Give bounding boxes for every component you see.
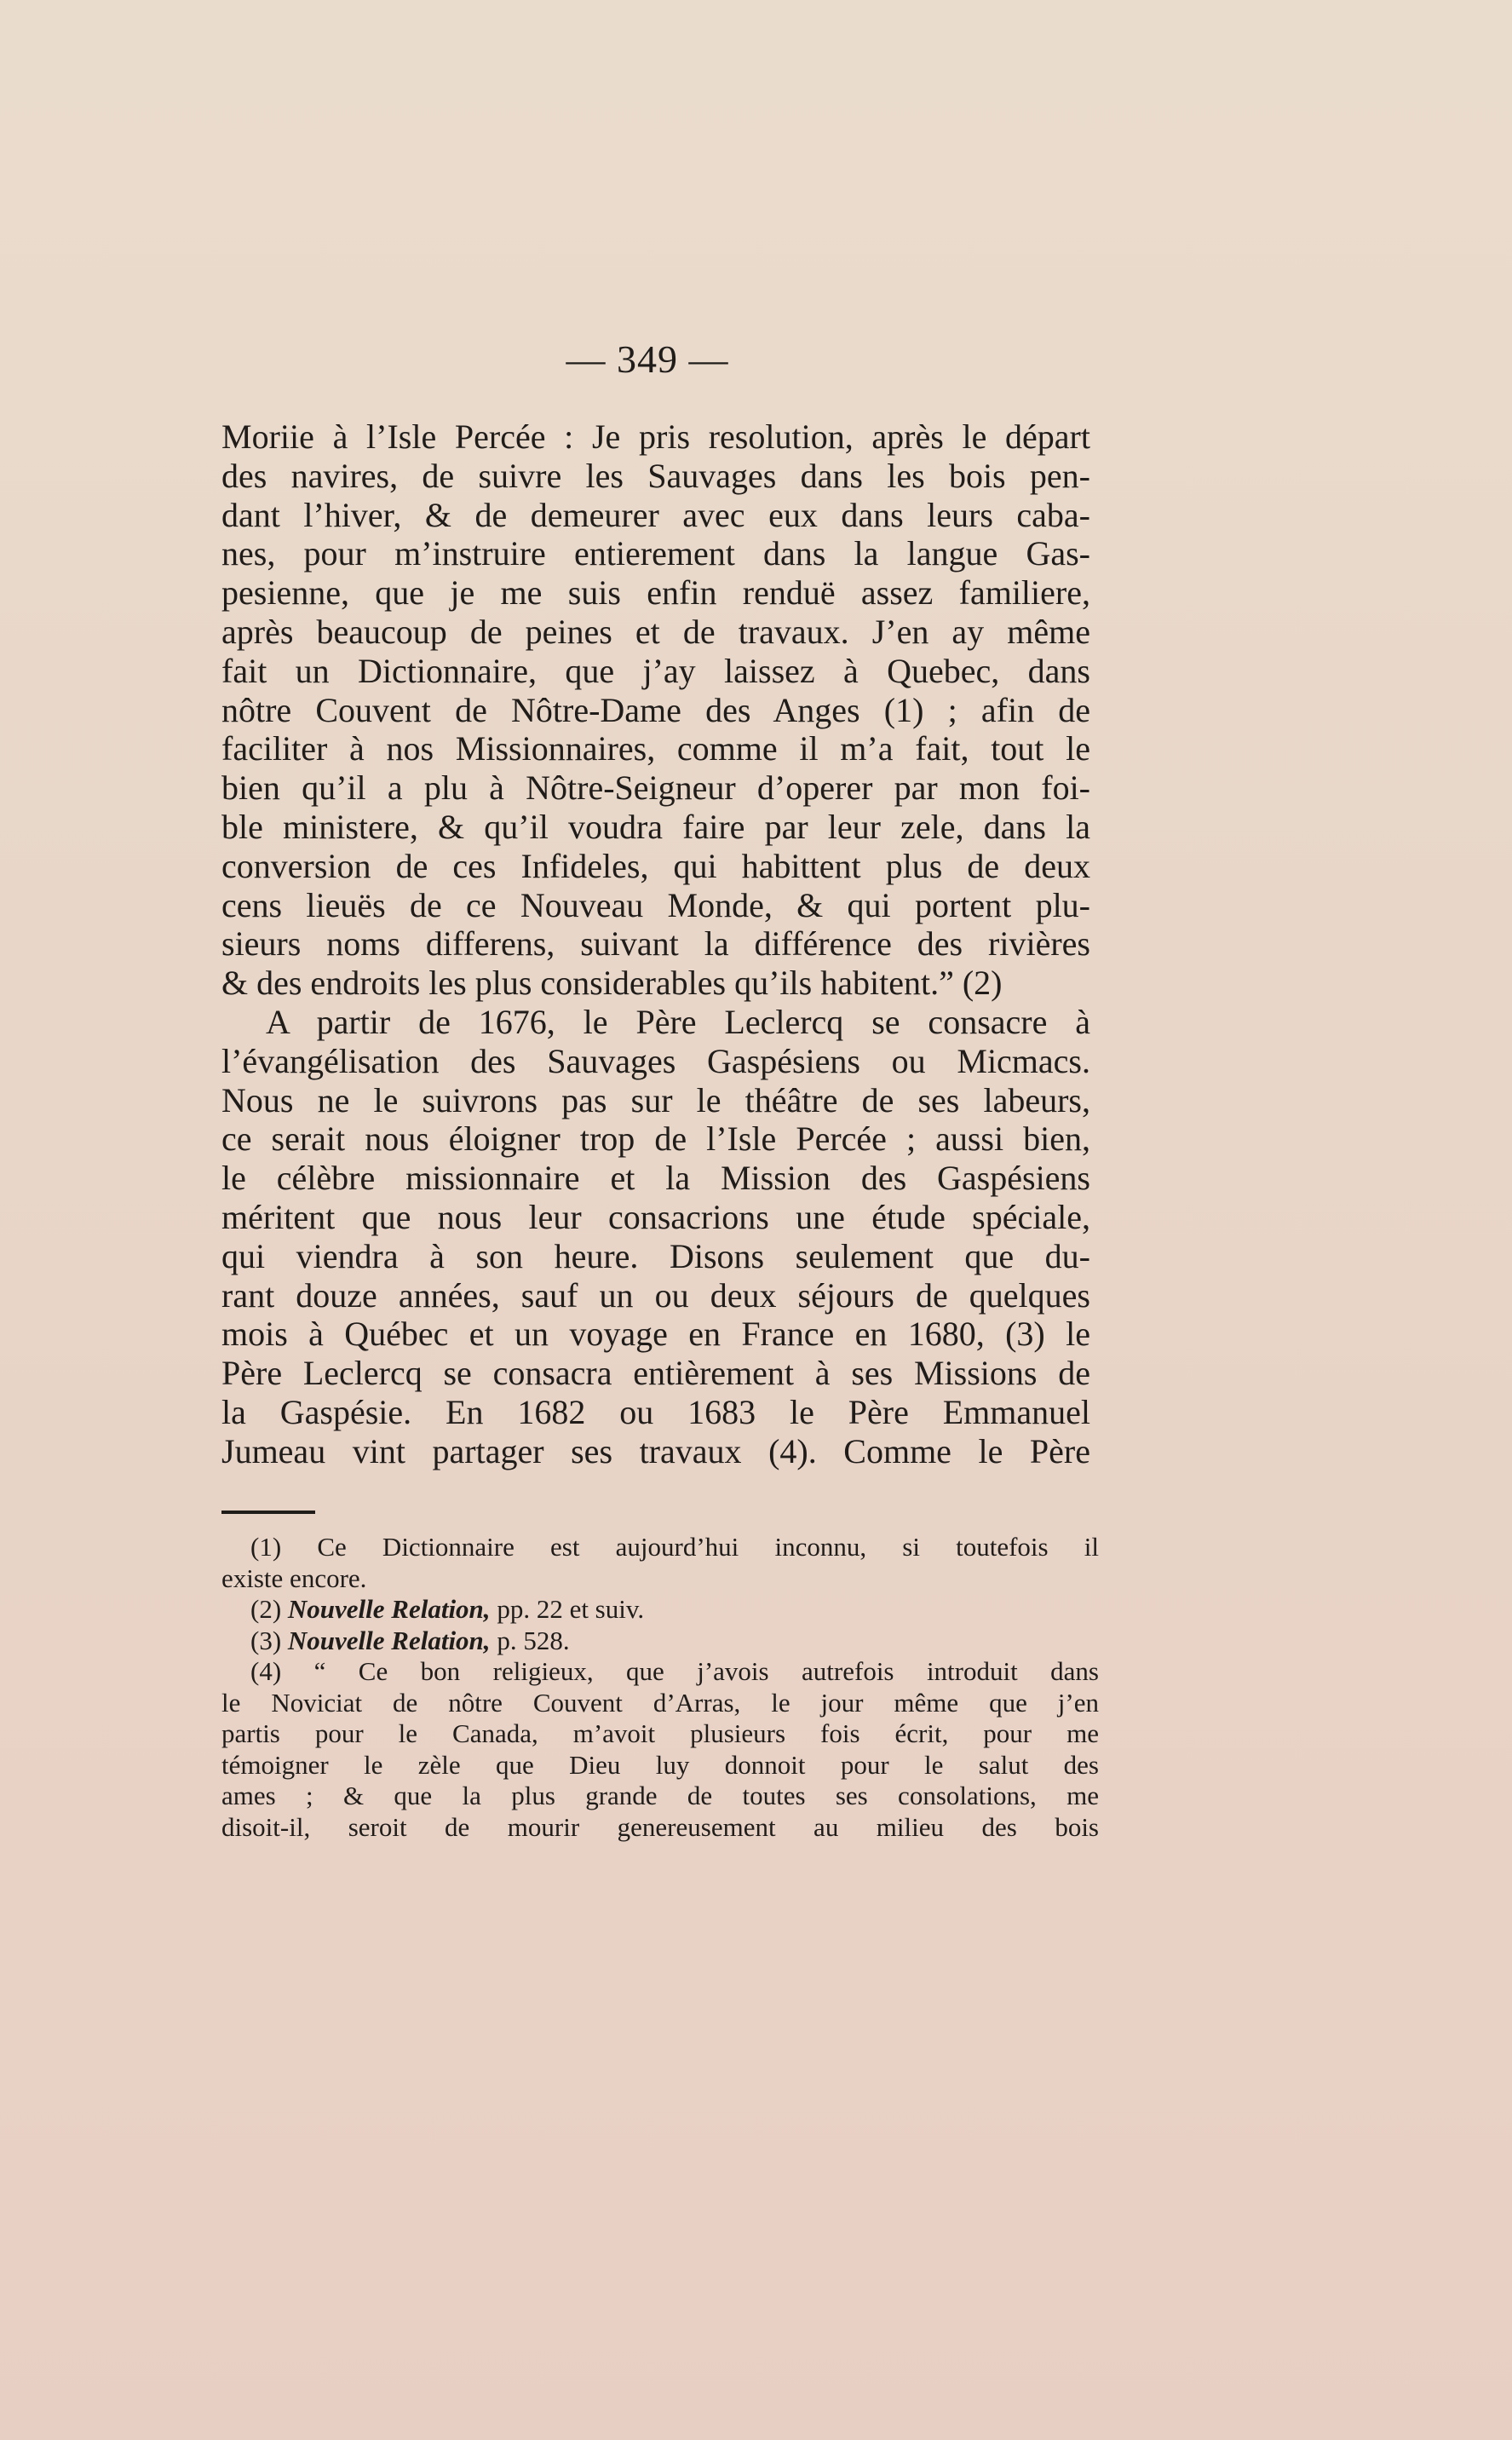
footnote-2-pages: pp. 22 et suiv. (490, 1594, 645, 1624)
footnote-1-line: existe encore. (221, 1562, 367, 1593)
body-line: ble ministere, & qu’il voudra faire par leur zele, dans la (221, 807, 1090, 846)
footnote-rule (221, 1511, 315, 1514)
body-line: qui viendra à son heure. Disons seulement que du- (221, 1236, 1090, 1275)
footnote-3-number: (3) (250, 1625, 288, 1655)
body-line: & des endroits les plus considerables qu’ils habitent.” (2) (221, 964, 1003, 1003)
footnote-2-title: Nouvelle Relation, (287, 1594, 491, 1624)
body-line: méritent que nous leur consacrions une étude spéciale, (221, 1197, 1090, 1236)
body-line: mois à Québec et un voyage en France en 1680, (3) le (221, 1315, 1090, 1354)
body-line: sieurs noms differens, suivant la différence des rivières (221, 924, 1090, 964)
body-line: ce serait nous éloigner trop de l’Isle Percée ; aussi bien, (221, 1119, 1090, 1159)
body-line: nes, pour m’instruire entierement dans la langue Gas- (221, 534, 1090, 573)
body-line: dant l’hiver, & de demeurer avec eux dans leurs caba- (221, 495, 1090, 534)
body-line: fait un Dictionnaire, que j’ay laissez à Quebec, dans (221, 651, 1090, 690)
footnote-3-pages: p. 528. (490, 1625, 570, 1655)
footnote-1-line: (1) Ce Dictionnaire est aujourd’hui inconnu, si toutefois il (250, 1532, 1099, 1562)
body-line: des navires, de suivre les Sauvages dans les bois pen- (221, 456, 1090, 495)
body-line: rant douze années, sauf un ou deux séjours de quelques (221, 1275, 1090, 1315)
footnote-3 (221, 1626, 1099, 1657)
body-line: le célèbre missionnaire et la Mission des Gaspésiens (221, 1159, 1090, 1198)
body-text (221, 417, 1090, 1471)
body-line: Père Leclercq se consacra entièrement à ses Missions de (221, 1354, 1090, 1393)
body-line: Moriie à l’Isle Percée : Je pris resolution, après le départ (221, 417, 1090, 456)
footnote-4-line: ames ; & que la plus grande de toutes ses consolations, me (221, 1781, 1099, 1810)
footnote-2 (221, 1594, 1099, 1626)
body-line: pesienne, que je me suis enfin renduë assez familiere, (221, 573, 1090, 613)
body-line: faciliter à nos Missionnaires, comme il m’a fait, tout le (221, 729, 1090, 768)
body-line: Nous ne le suivrons pas sur le théâtre de ses labeurs, (221, 1080, 1090, 1119)
body-line: Jumeau vint partager ses travaux (4). Comme le Père (221, 1431, 1090, 1470)
footnote-4-line: témoigner le zèle que Dieu luy donnoit pour le salut des (221, 1749, 1099, 1780)
footnote-3-title: Nouvelle Relation, (287, 1625, 491, 1655)
footnote-4-line: le Noviciat de nôtre Couvent d’Arras, le jour même que j’en (221, 1687, 1099, 1718)
body-line: A partir de 1676, le Père Leclercq se consacre à (266, 1002, 1090, 1041)
body-line: nôtre Couvent de Nôtre-Dame des Anges (1) ; afin de (221, 690, 1090, 729)
body-line: l’évangélisation des Sauvages Gaspésiens ou Micmacs. (221, 1041, 1090, 1080)
page-number: — 349 — (566, 337, 729, 381)
footnote-4-line: partis pour le Canada, m’avoit plusieurs fois écrit, pour me (221, 1718, 1099, 1748)
footnote-4-line: (4) “ Ce bon religieux, que j’avois autrefois introduit dans (250, 1656, 1099, 1686)
footnote-2-number: (2) (250, 1594, 288, 1624)
body-line: bien qu’il a plu à Nôtre-Seigneur d’operer par mon foi- (221, 768, 1090, 808)
footnotes (221, 1532, 1099, 1843)
body-line: la Gaspésie. En 1682 ou 1683 le Père Emmanuel (221, 1392, 1090, 1431)
body-line: cens lieuës de ce Nouveau Monde, & qui portent plu- (221, 885, 1090, 924)
footnote-4-line: disoit-il, seroit de mourir genereusement au milieu des bois (221, 1811, 1099, 1842)
body-line: conversion de ces Infideles, qui habittent plus de deux (221, 846, 1090, 885)
body-line: après beaucoup de peines et de travaux. J’en ay même (221, 612, 1090, 651)
